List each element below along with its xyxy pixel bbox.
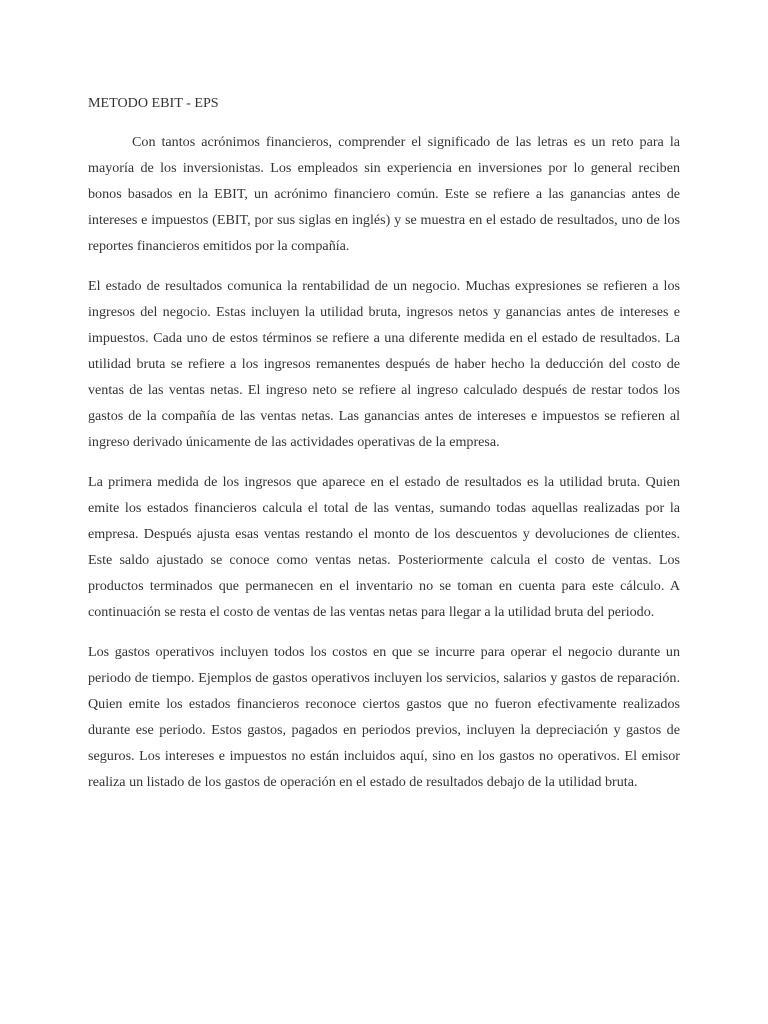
- paragraph-utilidad-bruta: La primera medida de los ingresos que aparece en el estado de resultados es la utilidad bruta. Quien emite los estados financieros calcula el total de las ventas, sumando todas aquellas realizadas por la empresa. Después ajusta esas ventas restando el monto de los descuentos y devoluciones de clientes. Este saldo ajustado se conoce como ventas netas. Posteriormente calcula el costo de ventas. Los productos terminados que permanecen en el inventario no se toman en cuenta para este cálculo. A continuación se resta el costo de ventas de las ventas netas para llegar a la utilidad bruta del periodo.: [88, 474, 680, 620]
- document-body: [88, 90, 680, 809]
- paragraph-intro: Con tantos acrónimos financieros, comprender el significado de las letras es un reto para la mayoría de los inversionistas. Los empleados sin experiencia en inversiones por lo general reciben bonos basados en la EBIT, un acrónimo financiero común. Este se refiere a las ganancias antes de intereses e impuestos (EBIT, por sus siglas en inglés) y se muestra en el estado de resultados, uno de los reportes financieros emitidos por la compañía.: [88, 134, 680, 254]
- document-title: METODO EBIT - EPS: [88, 95, 219, 111]
- paragraph-estado-resultados: El estado de resultados comunica la rentabilidad de un negocio. Muchas expresiones se refieren a los ingresos del negocio. Estas incluyen la utilidad bruta, ingresos netos y ganancias antes de intereses e impuestos. Cada uno de estos términos se refiere a una diferente medida en el estado de resultados. La utilidad bruta se refiere a los ingresos remanentes después de haber hecho la deducción del costo de ventas de las ventas netas. El ingreso neto se refiere al ingreso calculado después de restar todos los gastos de la compañía de las ventas netas. Las ganancias antes de intereses e impuestos se refieren al ingreso derivado únicamente de las actividades operativas de la empresa.: [88, 278, 680, 450]
- paragraph-gastos-operativos: Los gastos operativos incluyen todos los costos en que se incurre para operar el negocio durante un periodo de tiempo. Ejemplos de gastos operativos incluyen los servicios, salarios y gastos de reparación. Quien emite los estados financieros reconoce ciertos gastos que no fueron efectivamente realizados durante ese periodo. Estos gastos, pagados en periodos previos, incluyen la depreciación y gastos de seguros. Los intereses e impuestos no están incluidos aquí, sino en los gastos no operativos. El emisor realiza un listado de los gastos de operación en el estado de resultados debajo de la utilidad bruta.: [88, 644, 680, 790]
